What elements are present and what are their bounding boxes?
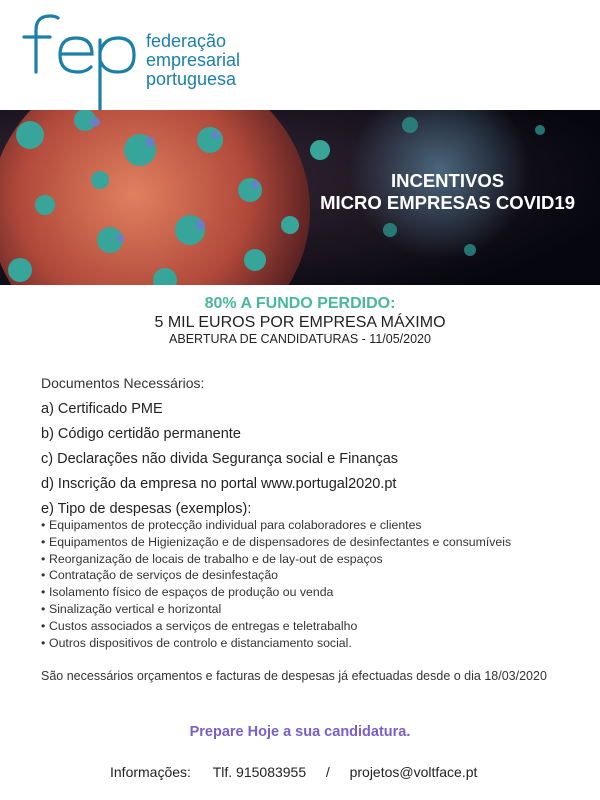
banner-title-line-2: MICRO EMPRESAS COVID19 bbox=[320, 192, 575, 213]
contact-label: Informações: bbox=[110, 764, 191, 780]
documents-section bbox=[41, 374, 581, 683]
contact-email[interactable]: projetos@voltface.pt bbox=[349, 764, 478, 780]
headline-amount: 5 MIL EUROS POR EMPRESA MÁXIMO bbox=[154, 314, 446, 331]
bullet-icon: • bbox=[41, 534, 46, 549]
contact-separator: / bbox=[325, 764, 330, 780]
banner-title bbox=[320, 170, 575, 214]
document-item: e) Tipo de despesas (exemplos): bbox=[41, 501, 252, 517]
expense-text: Equipamentos de protecção individual para colaboradores e clientes bbox=[49, 518, 422, 532]
call-to-action: Prepare Hoje a sua candidatura. bbox=[189, 724, 411, 740]
document-item: c) Declarações não divida Segurança social e Finanças bbox=[41, 451, 399, 467]
expense-text: Reorganização de locais de trabalho e de lay-out de espaços bbox=[49, 551, 383, 566]
headline-funding: 80% A FUNDO PERDIDO: bbox=[204, 295, 396, 312]
covid-banner bbox=[0, 110, 600, 285]
banner-title-line-1: INCENTIVOS bbox=[390, 170, 505, 191]
document-item: d) Inscrição da empresa no portal www.portugal2020.pt bbox=[41, 476, 397, 492]
expense-text: Isolamento físico de espaços de produção ou venda bbox=[49, 585, 334, 600]
expense-item bbox=[41, 567, 511, 584]
expense-item bbox=[41, 517, 511, 534]
bullet-icon: • bbox=[41, 635, 46, 650]
headline-block bbox=[0, 294, 600, 347]
headline-opening-date: ABERTURA DE CANDIDATURAS - 11/05/2020 bbox=[169, 332, 431, 346]
fep-logo-wordmark bbox=[146, 32, 240, 89]
expense-list bbox=[41, 517, 511, 651]
bullet-icon: • bbox=[41, 568, 46, 583]
bullet-icon: • bbox=[41, 618, 46, 633]
bullet-icon: • bbox=[41, 518, 46, 532]
expense-text: Outros dispositivos de controlo e distanciamento social. bbox=[49, 635, 352, 650]
bullet-icon: • bbox=[41, 585, 46, 600]
bullet-icon: • bbox=[41, 601, 46, 616]
contact-phone[interactable]: Tlf. 915083955 bbox=[212, 764, 307, 780]
logo-line-3: portuguesa bbox=[146, 69, 237, 89]
fep-logo-mark bbox=[22, 10, 142, 110]
budget-note: São necessários orçamentos e facturas de despesas já efectuadas desde o dia 18/03/2020 bbox=[41, 669, 547, 683]
expense-text: Custos associados a serviços de entregas e teletrabalho bbox=[49, 618, 358, 633]
expense-item bbox=[41, 618, 511, 635]
documents-title: Documentos Necessários: bbox=[41, 375, 205, 391]
expense-text: Sinalização vertical e horizontal bbox=[49, 601, 222, 616]
expense-item bbox=[41, 551, 511, 568]
expense-item bbox=[41, 601, 511, 618]
contact-info bbox=[110, 764, 477, 780]
expense-text: Contratação de serviços de desinfestação bbox=[49, 568, 278, 583]
logo-line-2: empresarial bbox=[146, 50, 241, 70]
document-item: a) Certificado PME bbox=[41, 401, 163, 417]
expense-item bbox=[41, 584, 511, 601]
bullet-icon: • bbox=[41, 551, 46, 566]
expense-text: Equipamentos de Higienização e de dispensadores de desinfectantes e consumíveis bbox=[49, 534, 512, 549]
expense-item bbox=[41, 635, 511, 652]
logo-line-1: federação bbox=[146, 31, 227, 51]
expense-item bbox=[41, 534, 511, 551]
fep-logo bbox=[22, 10, 262, 110]
document-item: b) Código certidão permanente bbox=[41, 426, 241, 442]
